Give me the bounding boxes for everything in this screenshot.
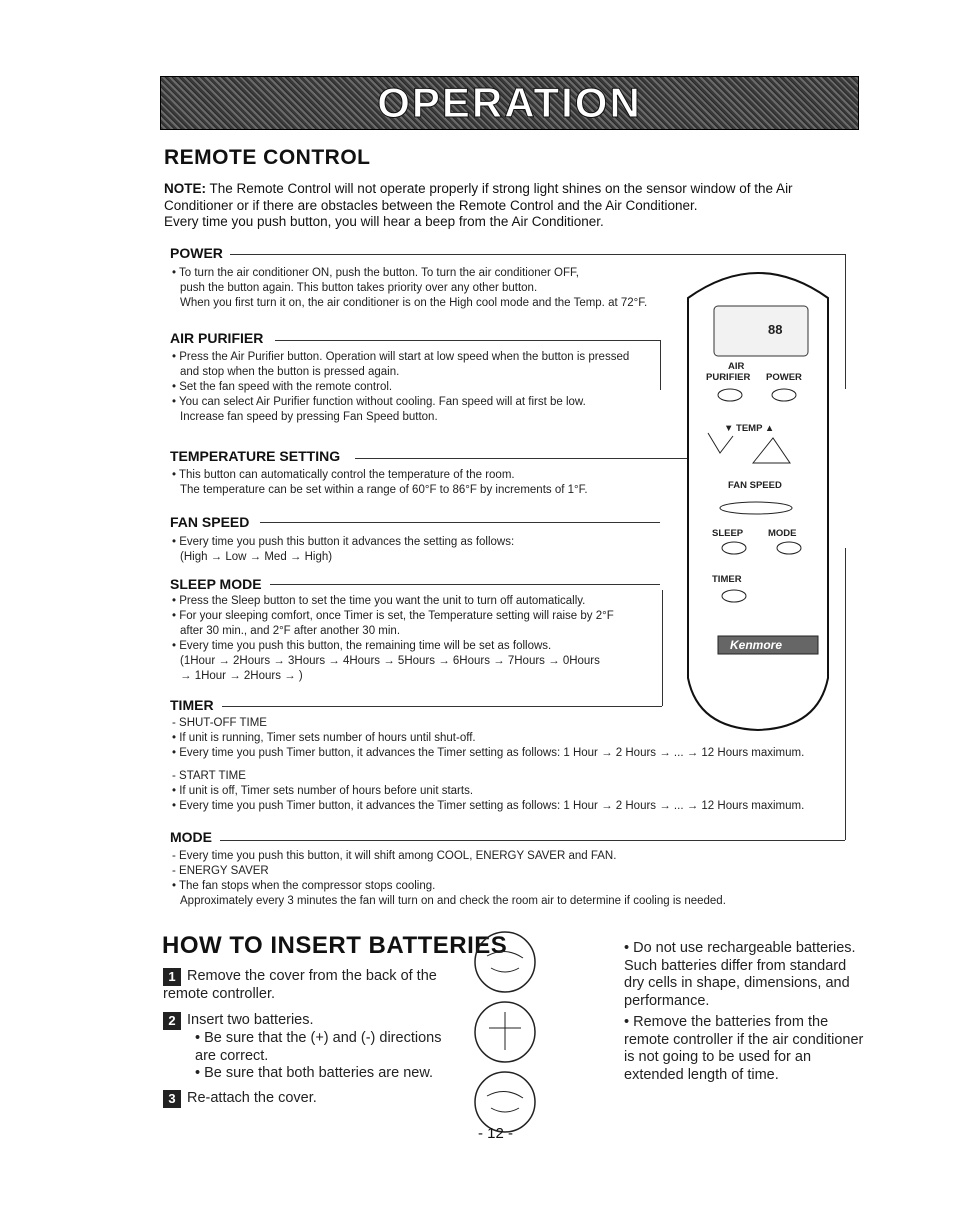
fan-speed-text: • Every time you push this button it advances the setting as follows: (High → Low → Med → High) xyxy=(172,536,515,563)
beep-text: Every time you push button, you will hear a beep from the Air Conditioner. xyxy=(164,214,604,229)
mode-leader xyxy=(220,840,845,841)
air-purifier-leader-v xyxy=(660,340,661,390)
step-2-bullet-2: • Be sure that both batteries are new. xyxy=(195,1065,434,1081)
step-3-badge: 3 xyxy=(163,1090,181,1108)
remote-display: 88 xyxy=(768,322,783,337)
power-leader-v xyxy=(845,254,846,389)
battery-step-2 xyxy=(163,1012,453,1083)
fan-speed-title: FAN SPEED xyxy=(170,514,250,530)
fan-speed-leader xyxy=(260,522,660,523)
remote-brand-logo: Kenmore xyxy=(730,638,783,652)
mode-leader-v xyxy=(845,548,846,840)
timer-leader-v xyxy=(662,590,663,706)
note-label: NOTE: xyxy=(164,181,206,196)
timer-text: - SHUT-OFF TIME • If unit is running, Timer sets number of hours until shut-off. • Every time you push Timer button, it advances the Timer setting as follows: 1 Hour → 2 Hours → ... → 12 Hours maximum. - START TIME • If unit is off, Timer sets number of hours before unit starts. • Every time you push Timer button, it advances the Timer setting as follows: 1 Hour → 2 Hours → ... → 12 Hours maximum. xyxy=(172,717,805,812)
note-paragraph xyxy=(164,181,844,231)
power-text: • To turn the air conditioner ON, push the button. To turn the air conditioner OFF, push the button again. This button takes priority over any other button. When you first turn it on, the air conditioner is on the High cool mode and the Temp. at 72°F. xyxy=(172,267,648,309)
remote-illustration xyxy=(678,258,838,748)
mode-text: - Every time you push this button, it will shift among COOL, ENERGY SAVER and FAN. - ENERGY SAVER • The fan stops when the compressor stops cooling. Approximately every 3 minutes the fan will turn on and check the room air to determine if cooling is needed. xyxy=(172,850,726,907)
battery-illustrations xyxy=(465,928,545,1138)
sleep-mode-leader xyxy=(270,584,660,585)
step-2-text: Insert two batteries. xyxy=(187,1012,314,1028)
mode-title: MODE xyxy=(170,829,212,845)
temperature-text: • This button can automatically control the temperature of the room. The temperature can be set within a range of 60°F to 86°F by increments of 1°F. xyxy=(172,469,588,496)
battery-step-1 xyxy=(163,968,453,1004)
battery-notes xyxy=(624,940,864,1084)
page-number: - 12 - xyxy=(478,1125,514,1142)
sleep-mode-text: • Press the Sleep button to set the time you want the unit to turn off automatically. • For your sleeping comfort, once Timer is set, the Temperature setting will raise by 2°F after 30 min., and 2°F after another 30 min. • Every time you push this button, the remaining time will be set as follows. (1Hour → 2Hours → 3Hours → 4Hours → 5Hours → 6Hours → 7Hours → 0Hours → 1Hour → 2Hours → ) xyxy=(172,595,614,682)
remote-purifier-label: PURIFIER xyxy=(706,372,751,383)
timer-leader xyxy=(222,706,662,707)
remote-timer-label: TIMER xyxy=(712,574,742,585)
note-text: The Remote Control will not operate properly if strong light shines on the sensor window of the Air Conditioner or if there are obstacles between the Remote Control and the Air Conditioner. xyxy=(164,181,793,213)
remote-temp-label: ▼ TEMP ▲ xyxy=(724,423,775,434)
battery-note-2: • Remove the batteries from the remote controller if the air conditioner is not going to be used for an extended length of time. xyxy=(624,1014,864,1083)
temperature-title: TEMPERATURE SETTING xyxy=(170,448,341,464)
step-2-badge: 2 xyxy=(163,1012,181,1030)
remote-control-heading: REMOTE CONTROL xyxy=(164,146,371,169)
step-3-text: Re-attach the cover. xyxy=(187,1090,317,1106)
remote-outline xyxy=(678,258,838,748)
step-2-bullet-1: • Be sure that the (+) and (-) directions are correct. xyxy=(195,1030,442,1064)
battery-note-1: • Do not use rechargeable batteries. Such batteries differ from standard dry cells in shape, dimensions, and performance. xyxy=(624,940,856,1009)
remote-fan-speed-label: FAN SPEED xyxy=(728,480,782,491)
power-leader xyxy=(230,254,845,255)
batteries-heading: HOW TO INSERT BATTERIES xyxy=(162,932,508,959)
banner-title: OPERATION xyxy=(377,79,642,126)
power-title: POWER xyxy=(170,245,223,261)
temperature-leader xyxy=(355,458,700,459)
remote-sleep-label: SLEEP xyxy=(712,528,744,539)
operation-banner xyxy=(160,76,859,130)
air-purifier-text: • Press the Air Purifier button. Operation will start at low speed when the button is pressed and stop when the button is pressed again. • Set the fan speed with the remote control. • You can select Air Purifier function without cooling. Fan speed will at first be low. Increase fan speed by pressing Fan Speed button. xyxy=(172,351,630,423)
remote-air-label: AIR xyxy=(728,361,745,372)
battery-step-3 xyxy=(163,1090,453,1108)
remote-power-label: POWER xyxy=(766,372,802,383)
sleep-mode-title: SLEEP MODE xyxy=(170,576,262,592)
step-1-text: Remove the cover from the back of the remote controller. xyxy=(163,968,437,1002)
remote-mode-label: MODE xyxy=(768,528,797,539)
air-purifier-leader xyxy=(275,340,660,341)
step-1-badge: 1 xyxy=(163,968,181,986)
air-purifier-title: AIR PURIFIER xyxy=(170,330,264,346)
timer-title: TIMER xyxy=(170,697,214,713)
